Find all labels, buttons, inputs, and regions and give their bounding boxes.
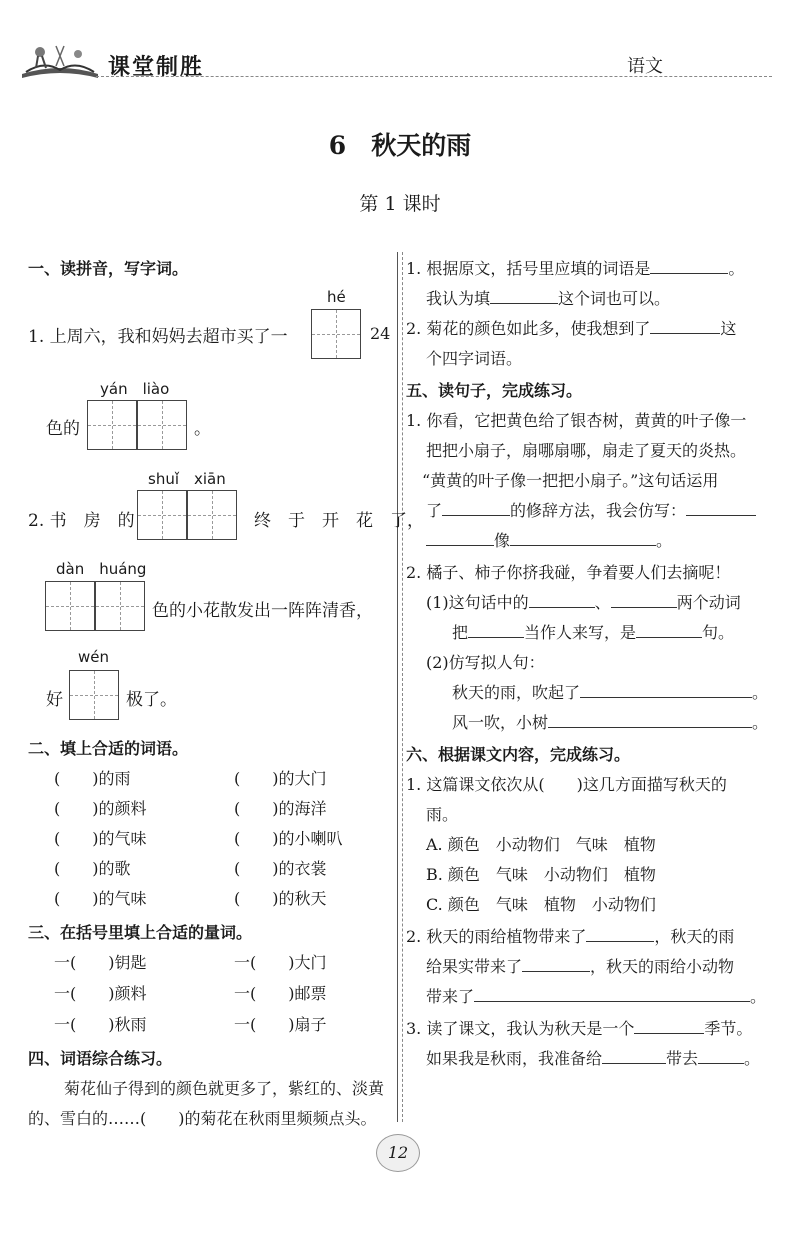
fill-item[interactable]: ( )的衣裳 xyxy=(234,859,327,878)
fill-item[interactable]: ( )的气味 xyxy=(54,889,147,908)
choice-option-c[interactable]: C. 颜色 气味 植物 小动物们 xyxy=(426,895,656,914)
question-text: 色的小花散发出一阵阵清香， xyxy=(152,601,373,621)
question-text: 终 于 开 花 了， xyxy=(254,511,424,531)
char-box[interactable] xyxy=(69,670,119,720)
section-1-heading: 一、读拼音，写字词。 xyxy=(28,259,189,278)
question-text: 秋天的雨，吹起了 。 xyxy=(452,683,769,702)
question-text: 极了。 xyxy=(126,690,177,710)
answer-blank[interactable] xyxy=(580,681,752,698)
char-box[interactable] xyxy=(137,490,187,540)
section-3-heading: 三、在括号里填上合适的量词。 xyxy=(28,923,253,942)
question-text: 2. 秋天的雨给植物带来了 ，秋天的雨 xyxy=(406,927,735,946)
passage-line: 菊花仙子得到的颜色就更多了，紫红的、淡黄 xyxy=(64,1079,385,1098)
answer-blank[interactable] xyxy=(611,591,677,608)
section-4-heading: 四、词语综合练习。 xyxy=(28,1049,173,1068)
fill-item[interactable]: ( )的雨 xyxy=(54,769,131,788)
answer-blank[interactable] xyxy=(426,529,494,546)
question-text: 2. 菊花的颜色如此多，使我想到了 这 xyxy=(406,319,737,338)
fill-item[interactable]: 一( )邮票 xyxy=(234,984,327,1003)
lesson-subtitle: 第 1 课时 xyxy=(359,193,441,215)
section-6-heading: 六、根据课文内容，完成练习。 xyxy=(406,745,631,764)
answer-blank[interactable] xyxy=(586,925,654,942)
answer-blank[interactable] xyxy=(510,529,656,546)
answer-blank[interactable] xyxy=(698,1047,744,1064)
question-text: 1. 上周六，我和妈妈去超市买了一 xyxy=(28,327,288,347)
column-divider xyxy=(397,252,398,1122)
lesson-title: 6 秋天的雨 xyxy=(328,131,472,160)
question-text: 个四字词语。 xyxy=(426,349,523,368)
answer-blank[interactable] xyxy=(650,317,720,334)
fill-item[interactable]: ( )的颜料 xyxy=(54,799,147,818)
question-text: 1. 根据原文，括号里应填的词语是 。 xyxy=(406,259,745,278)
question-text: 1. 你看，它把黄色给了银杏树，黄黄的叶子像一 xyxy=(406,411,747,430)
fill-item[interactable]: 一( )大门 xyxy=(234,953,327,972)
char-box[interactable] xyxy=(45,581,95,631)
fill-item[interactable]: ( )的小喇叭 xyxy=(234,829,343,848)
question-text: 我认为填 这个词也可以。 xyxy=(426,289,671,308)
question-text: 如果我是秋雨，我准备给 带去 。 xyxy=(426,1049,761,1068)
char-box[interactable] xyxy=(137,400,187,450)
pinyin: dàn huáng xyxy=(56,560,147,578)
question-text: 2. 书 房 的 xyxy=(28,511,135,531)
answer-blank[interactable] xyxy=(634,1017,704,1034)
fill-item[interactable]: ( )的海洋 xyxy=(234,799,327,818)
char-box[interactable] xyxy=(311,309,361,359)
char-box[interactable] xyxy=(187,490,237,540)
answer-blank[interactable] xyxy=(686,499,756,516)
section-2-heading: 二、填上合适的词语。 xyxy=(28,739,189,758)
answer-blank[interactable] xyxy=(529,591,595,608)
question-text: 1. 这篇课文依次从( )这几方面描写秋天的 xyxy=(406,775,727,794)
question-text: 雨。 xyxy=(426,805,459,824)
answer-blank[interactable] xyxy=(522,955,590,972)
column-divider-dashed xyxy=(402,252,403,1122)
question-text: 24 xyxy=(370,324,391,343)
answer-blank[interactable] xyxy=(548,711,752,728)
question-text: 3. 读了课文，我认为秋天是一个 季节。 xyxy=(406,1019,753,1038)
question-text: 把 当作人来写，是 句。 xyxy=(452,623,735,642)
fill-item[interactable]: ( )的歌 xyxy=(54,859,131,878)
answer-blank[interactable] xyxy=(490,287,558,304)
pinyin: hé xyxy=(327,288,346,306)
answer-blank[interactable] xyxy=(602,1047,666,1064)
question-text: 像 。 xyxy=(426,528,672,551)
question-text: “黄黄的叶子像一把把小扇子。”这句话运用 xyxy=(422,471,719,490)
fill-item[interactable]: 一( )钥匙 xyxy=(54,953,147,972)
fill-item[interactable]: ( )的气味 xyxy=(54,829,147,848)
question-text: (2)仿写拟人句： xyxy=(426,653,545,672)
answer-blank[interactable] xyxy=(442,499,510,516)
brand-title: 课堂制胜 xyxy=(108,55,205,80)
fill-item[interactable]: ( )的秋天 xyxy=(234,889,327,908)
question-text: 给果实带来了 ，秋天的雨给小动物 xyxy=(426,957,735,976)
char-box[interactable] xyxy=(95,581,145,631)
question-text: 把把小扇子，扇哪扇哪，扇走了夏天的炎热。 xyxy=(426,441,747,460)
fill-item[interactable]: 一( )颜料 xyxy=(54,984,147,1003)
subject-label: 语文 xyxy=(627,56,663,77)
choice-option-b[interactable]: B. 颜色 气味 小动物们 植物 xyxy=(426,865,656,884)
choice-option-a[interactable]: A. 颜色 小动物们 气味 植物 xyxy=(426,835,656,854)
pinyin: yán liào xyxy=(100,380,170,398)
answer-blank[interactable] xyxy=(474,985,750,1002)
question-text: 。 xyxy=(194,419,211,439)
question-text: 好 xyxy=(46,690,63,710)
header-logo xyxy=(20,40,100,80)
question-text: 2. 橘子、柿子你挤我碰，争着要人们去摘呢！ xyxy=(406,563,731,582)
section-5-heading: 五、读句子，完成练习。 xyxy=(406,381,583,400)
pinyin: shuǐ xiān xyxy=(148,470,226,488)
book-logo-icon xyxy=(20,40,100,80)
page-number: 12 xyxy=(376,1134,420,1172)
fill-item[interactable]: ( )的大门 xyxy=(234,769,327,788)
passage-line: 的、雪白的……( )的菊花在秋雨里频频点头。 xyxy=(28,1109,377,1128)
question-text: 风一吹，小树 。 xyxy=(452,713,769,732)
question-text: 了 的修辞方法，我会仿写： xyxy=(426,498,756,521)
fill-item[interactable]: 一( )秋雨 xyxy=(54,1015,147,1034)
question-text: 带来了 。 xyxy=(426,987,767,1006)
char-box[interactable] xyxy=(87,400,137,450)
pinyin: wén xyxy=(78,648,110,666)
answer-blank[interactable] xyxy=(468,621,524,638)
question-text: 色的 xyxy=(46,419,80,439)
answer-blank[interactable] xyxy=(650,257,728,274)
header-divider xyxy=(96,76,772,77)
fill-item[interactable]: 一( )扇子 xyxy=(234,1015,327,1034)
question-text: (1)这句话中的 、 两个动词 xyxy=(426,593,741,612)
answer-blank[interactable] xyxy=(636,621,702,638)
